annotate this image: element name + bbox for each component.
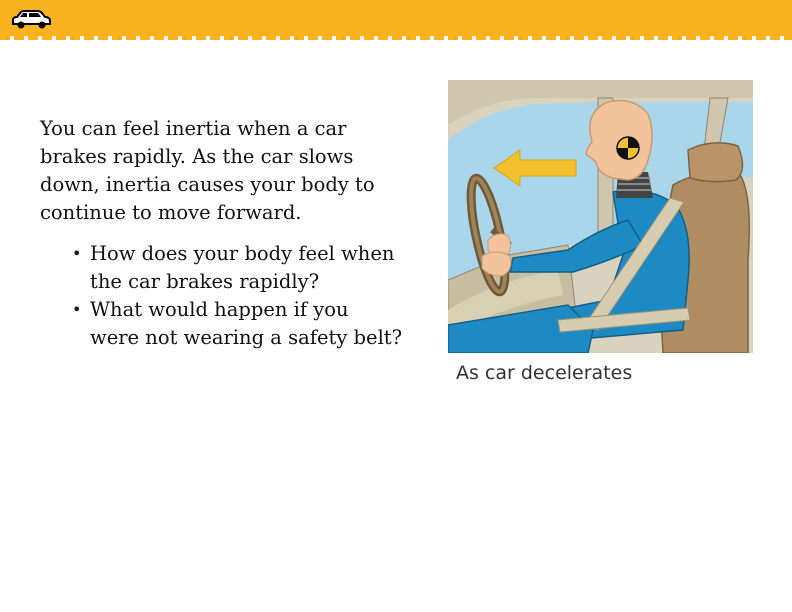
list-item: • What would happen if you were not wearing a safety belt? [90,296,403,352]
list-item: • How does your body feel when the car brakes rapidly? [90,240,403,296]
car-icon [10,8,52,30]
crash-dummy-illustration [448,80,753,353]
figure-caption: As car decelerates [456,362,633,384]
question-list [58,240,403,352]
header-bar [0,0,792,36]
header-dash-border [0,36,792,40]
intro-paragraph: You can feel inertia when a car brakes rapidly. As the car slows down, inertia causes your body to continue to move forward. [40,117,375,224]
